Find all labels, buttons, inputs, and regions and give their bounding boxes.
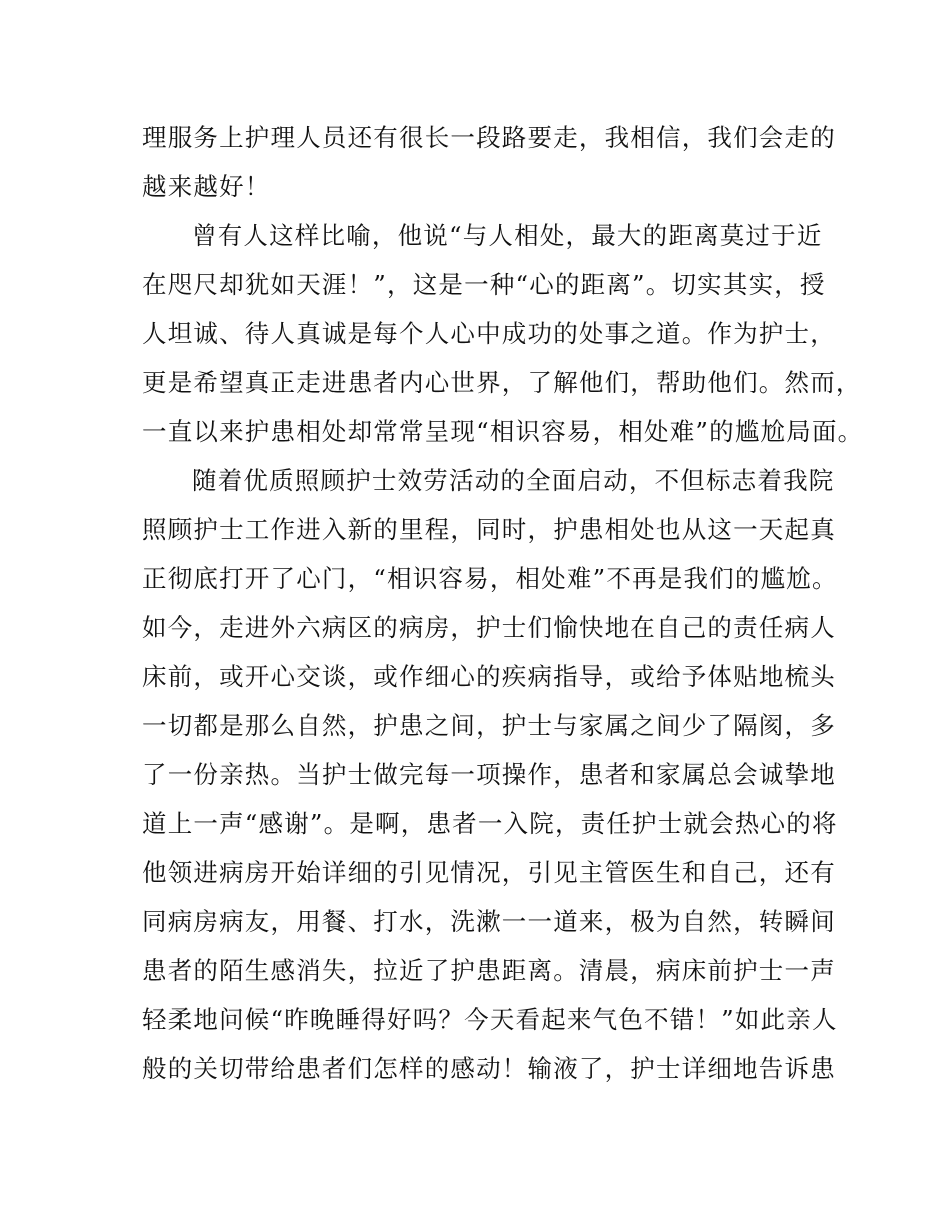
paragraph-first-line: 随着优质照顾护士效劳活动的全面启动，不但标志着我院 [192, 466, 835, 495]
body-text [142, 113, 864, 1093]
text-line: 一切都是那么自然，护患之间，护士与家属之间少了隔阂，多 [142, 711, 836, 740]
text-line: 他领进病房开始详细的引见情况，引见主管医生和自己，还有 [142, 858, 836, 887]
text-line: 轻柔地问候“昨晚睡得好吗？今天看起来气色不错！”如此亲人 [142, 1005, 838, 1034]
text-line: 了一份亲热。当护士做完每一项操作，患者和家属总会诚挚地 [142, 760, 836, 789]
text-line: 越来越好！ [142, 172, 271, 201]
text-line: 道上一声“感谢”。是啊，患者一入院，责任护士就会热心的将 [142, 809, 838, 838]
text-line: 正彻底打开了心门，“相识容易，相处难”不再是我们的尴尬。 [142, 564, 838, 593]
text-line: 照顾护士工作进入新的里程，同时，护患相处也从这一天起真 [142, 515, 836, 544]
text-line: 如今，走进外六病区的病房，护士们愉快地在自己的责任病人 [142, 613, 836, 642]
text-line: 理服务上护理人员还有很长一段路要走，我相信，我们会走的 [142, 123, 836, 152]
text-line: 患者的陌生感消失，拉近了护患距离。清晨，病床前护士一声 [142, 956, 836, 985]
text-line: 同病房病友，用餐、打水，洗漱一一道来，极为自然，转瞬间 [142, 907, 836, 936]
text-line: 更是希望真正走进患者内心世界，了解他们，帮助他们。然而， [142, 368, 862, 397]
text-line: 人坦诚、待人真诚是每个人心中成功的处事之道。作为护士， [142, 319, 836, 348]
text-line: 在咫尺却犹如天涯！”，这是一种“心的距离”。切实其实，授 [142, 270, 826, 299]
text-line: 般的关切带给患者们怎样的感动！输液了，护士详细地告诉患 [142, 1054, 836, 1083]
text-line: 一直以来护患相处却常常呈现“相识容易，相处难”的尴尬局面。 [142, 417, 864, 446]
text-line: 床前，或开心交谈，或作细心的疾病指导，或给予体贴地梳头 [142, 662, 836, 691]
paragraph-first-line: 曾有人这样比喻，他说“与人相处，最大的距离莫过于近 [192, 221, 823, 250]
